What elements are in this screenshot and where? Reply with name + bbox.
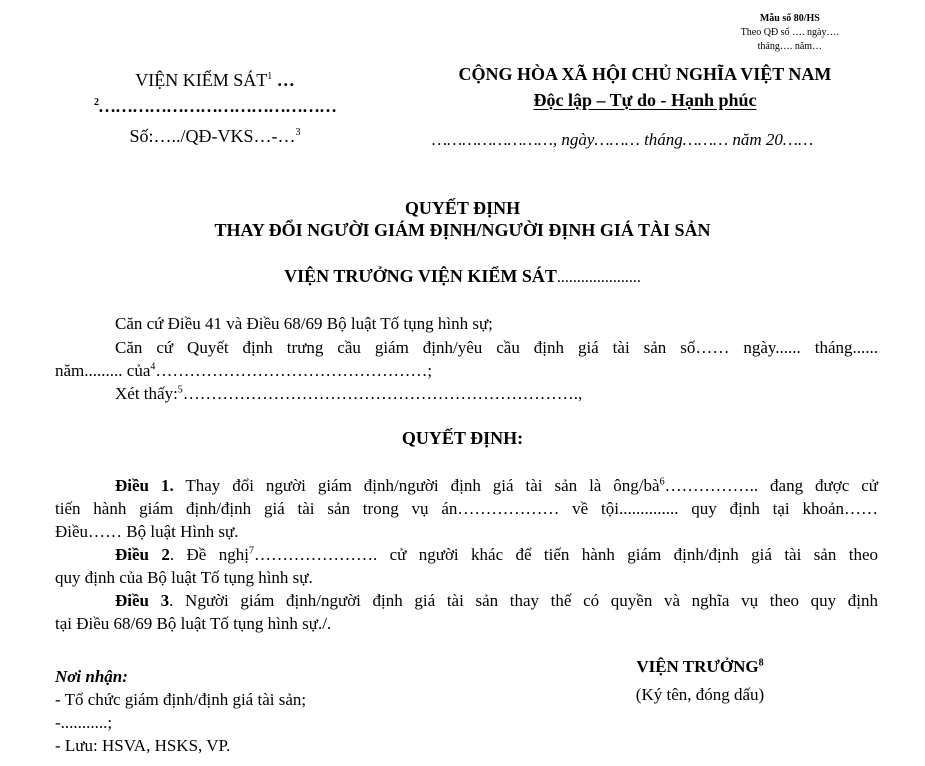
considering-dots: ……………………………………………………………., [182, 384, 583, 403]
footnote-8: 8 [758, 657, 764, 669]
basis-line-3-text: năm......... của [55, 361, 151, 380]
article-2-text-a: . Đề nghị [169, 545, 249, 564]
basis-line-3-dots: …………………………………………; [155, 361, 433, 380]
issuer-block [60, 70, 370, 147]
article-1-line-1 [115, 476, 878, 496]
decision-title: QUYẾT ĐỊNH [404, 198, 521, 218]
place-date-line: ……………………, ngày……… tháng……… năm 20…… [432, 130, 814, 149]
issuer-subunit-dots: …………………………………… [98, 96, 336, 116]
issuer-name-line [60, 70, 370, 96]
authority-title: VIỆN TRƯỞNG VIỆN KIỂM SÁT [284, 266, 557, 286]
authority-dots: ..................... [556, 269, 641, 286]
recipients-heading-text: Nơi nhận: [55, 667, 128, 686]
footnote-6: 6 [659, 476, 665, 488]
considering-label: Xét thấy: [115, 384, 178, 403]
form-number-label: Mẫu số 80/HS [759, 13, 820, 24]
issuer-subunit-line [60, 96, 370, 126]
article-3-line-1 [115, 591, 878, 611]
signature-title [600, 657, 800, 685]
signature-title-text: VIỆN TRƯỞNG [636, 657, 759, 676]
footnote-3: 3 [295, 127, 301, 138]
article-3-text: . Người giám định/người định giá tài sản thay thế có quyền và nghĩa vụ theo quy định [169, 591, 879, 610]
article-2-text-b: …………………. cử người khác để tiến hành giám định/định giá tài sản theo [253, 545, 879, 564]
document-number-text: Số:…../QĐ-VKS…-… [129, 126, 296, 146]
decision-subtitle: THAY ĐỔI NGƯỜI GIÁM ĐỊNH/NGƯỜI ĐỊNH GIÁ TÀI SẢN [214, 220, 711, 240]
issuer-name: VIỆN KIỂM SÁT [135, 70, 268, 90]
article-3-label: Điều 3 [115, 591, 170, 610]
basis-line-3 [55, 361, 432, 381]
national-motto-line1: CỘNG HÒA XÃ HỘI CHỦ NGHĨA VIỆT NAM [458, 64, 832, 84]
document-number [60, 126, 370, 147]
footnote-2: 2 [94, 97, 98, 108]
article-2-line-2: quy định của Bộ luật Tố tụng hình sự. [55, 568, 313, 587]
signature-note: (Ký tên, đóng dấu) [635, 685, 765, 704]
considering-line [115, 384, 582, 404]
article-1-text-b: …………….. đang được cử [664, 476, 879, 495]
footnote-5: 5 [177, 384, 183, 396]
decides-heading: QUYẾT ĐỊNH: [401, 428, 524, 448]
authority-line [0, 266, 925, 287]
national-motto-line2: Độc lập – Tự do - Hạnh phúc [533, 90, 757, 110]
article-2-line-1 [115, 545, 878, 565]
footnote-7: 7 [248, 545, 254, 557]
article-1-line-2: tiến hành giám định/định giá tài sản trong vụ án……………… về tội.............. quy định tại khoản…… [55, 499, 878, 518]
recipients-heading [55, 667, 128, 687]
basis-line-1: Căn cứ Điều 41 và Điều 68/69 Bộ luật Tố tụng hình sự; [115, 314, 493, 333]
signature-block [600, 657, 800, 705]
form-number-ref-line2: tháng…. năm… [757, 41, 823, 52]
article-2-label: Điều 2 [115, 545, 170, 564]
article-3-line-2: tại Điều 68/69 Bộ luật Tố tụng hình sự./. [55, 614, 332, 633]
form-number-ref-line1: Theo QĐ số …. ngày…. [740, 27, 839, 38]
article-1-label: Điều 1. [115, 476, 174, 495]
basis-line-2: Căn cứ Quyết định trưng cầu giám định/yêu cầu định giá tài sản số…… ngày...... tháng...... [115, 338, 878, 357]
article-1-line-3: Điều…… Bộ luật Hình sự. [55, 522, 239, 541]
recipient-item-2: -...........; [55, 713, 113, 732]
form-number-block [741, 12, 839, 54]
issuer-name-suffix: … [272, 70, 295, 90]
national-header [420, 64, 870, 111]
footnote-4: 4 [150, 361, 156, 373]
article-1-text-a: Thay đổi người giám định/người định giá tài sản là ông/bà [173, 476, 660, 495]
footnote-1: 1 [267, 71, 273, 82]
recipient-item-3: - Lưu: HSVA, HSKS, VP. [55, 736, 231, 755]
recipient-item-1: - Tổ chức giám định/định giá tài sản; [55, 690, 307, 709]
